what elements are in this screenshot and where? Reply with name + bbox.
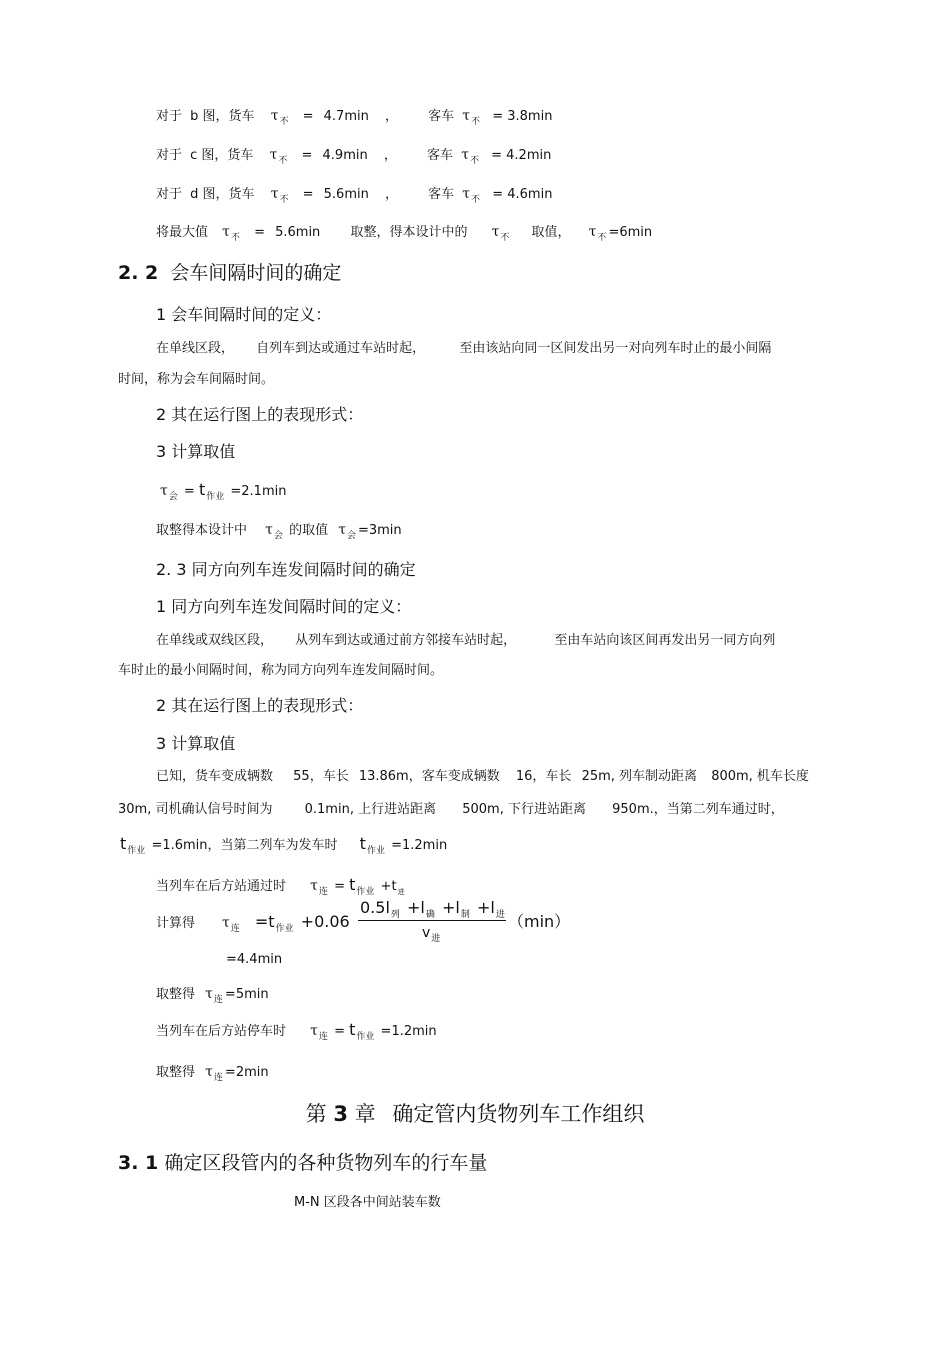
subscript: 不 [597, 233, 607, 243]
subheading-definition-2-3: 1 同方向列车连发间隔时间的定义： [156, 597, 412, 616]
equals: = [302, 187, 314, 202]
definition-line-1 [156, 341, 771, 357]
subscript: 不 [230, 233, 240, 243]
row-fig: d 图，货车 [190, 187, 255, 202]
t-symbol: t [391, 879, 397, 894]
plus: + [380, 879, 392, 894]
chapter-title: 确定管内货物列车工作组织 [392, 1102, 645, 1126]
max-value-line [156, 224, 652, 242]
equals: = [254, 225, 265, 240]
section-heading-2-2 [118, 262, 341, 284]
subscript: 进 [397, 888, 405, 896]
chapter-heading [0, 1102, 950, 1126]
text-span: =1.6min，当第二列车为发车时 [151, 838, 338, 853]
definition-line-2: 时间，称为会车间隔时间。 [118, 372, 275, 387]
tau-symbol: τ [338, 522, 346, 538]
t-symbol: t [359, 834, 366, 853]
max-text: 将最大值 [156, 225, 209, 240]
round-line-1 [156, 986, 269, 1004]
text-span: 当列车在后方站停车时 [156, 1024, 287, 1039]
formula-lhs [222, 912, 350, 935]
t-symbol: t [120, 834, 127, 853]
text-span: 取整得 [156, 987, 196, 1002]
text-span: 在单线或双线区段， [156, 633, 274, 648]
subscript: 作业 [127, 846, 146, 856]
comma: ， [384, 109, 398, 124]
subscript: 不 [500, 233, 510, 243]
subscript: 会 [346, 531, 356, 541]
section-title: 确定区段管内的各种货物列车的行车量 [164, 1152, 488, 1174]
t-symbol: t [268, 912, 275, 931]
subscript: 不 [469, 156, 479, 166]
text-span: 的取值 [289, 523, 329, 538]
equals: = [302, 109, 314, 124]
equals: = [183, 484, 195, 499]
subscript: 不 [279, 195, 289, 205]
hui-round-line [156, 522, 402, 540]
given-line-2 [118, 802, 784, 818]
tau-row-d [156, 186, 552, 204]
equals: = [301, 148, 313, 163]
equals: = [492, 109, 504, 124]
calc-result: =4.4min [226, 952, 283, 967]
section-heading-3-1 [118, 1152, 487, 1174]
row-prefix: 对于 [156, 187, 183, 202]
subheading-calc-2-3: 3 计算取值 [156, 734, 236, 753]
round-line-2 [156, 1064, 269, 1082]
text-span: 至由该站向同一区间发出另一对向列车时止的最小间隔 [459, 341, 772, 356]
subscript: 不 [471, 117, 481, 127]
freight-value: 4.7min [323, 109, 369, 124]
l-symbol: l [420, 898, 425, 917]
section-title: 会车间隔时间的确定 [170, 262, 342, 284]
plus: + [441, 898, 456, 917]
plus: + [476, 898, 491, 917]
text-span: 55，车长 [293, 769, 349, 784]
passenger-label: 客车 [428, 187, 455, 202]
l-symbol: l [455, 898, 460, 917]
subheading-representation-2-3: 2 其在运行图上的表现形式： [156, 696, 364, 715]
subscript: 不 [279, 117, 289, 127]
tau-symbol: τ [222, 915, 230, 931]
hui-round-value: =3min [357, 523, 402, 538]
text-span: 500m, 下行进站距离 [462, 802, 586, 817]
round-value: =2min [224, 1065, 269, 1080]
tau-symbol: τ [270, 108, 279, 124]
equals: = [492, 187, 504, 202]
tau-symbol: τ [462, 108, 471, 124]
freight-value: 5.6min [323, 187, 369, 202]
stop-value: =1.2min [380, 1024, 437, 1039]
subscript: 连 [318, 1032, 328, 1042]
chapter-number: 3 [333, 1102, 348, 1126]
l-symbol: l [490, 898, 495, 917]
given-line-3 [120, 836, 447, 855]
tau-symbol: τ [588, 224, 597, 240]
subscript: 制 [460, 910, 470, 920]
subscript: 会 [168, 492, 178, 502]
text-span: 当列车在后方站通过时 [156, 879, 287, 894]
tau-symbol: τ [461, 147, 469, 163]
text-span: 16，车长 [515, 769, 572, 784]
fraction-numerator [360, 898, 507, 920]
tau-symbol: τ [270, 186, 279, 202]
subscript: 连 [213, 1073, 223, 1083]
text-span: 取整得 [156, 1065, 196, 1080]
subscript: 确 [425, 910, 435, 920]
plus: + [300, 912, 315, 931]
subscript: 连 [213, 995, 223, 1005]
coefficient: 0.06 [314, 912, 350, 931]
subscript: 作业 [356, 1032, 375, 1042]
given-line-1 [156, 769, 809, 785]
l-symbol: l [385, 898, 390, 917]
fraction-denominator [422, 925, 442, 944]
subscript: 连 [318, 887, 328, 897]
max-value: 5.6min [275, 225, 321, 240]
subscript: 作业 [206, 492, 225, 502]
subscript: 进 [431, 934, 441, 944]
text-span: 在单线区段， [156, 341, 235, 356]
equals: = [334, 1024, 345, 1039]
text-span: 已知，货车变成辆数 [156, 769, 274, 784]
tau-symbol: τ [491, 224, 500, 240]
tau-symbol: τ [310, 878, 318, 894]
comma: ， [384, 187, 398, 202]
text-span: 从列车到达或通过前方邻接车站时起， [295, 633, 517, 648]
t-symbol: t [349, 875, 356, 894]
equals: = [491, 148, 502, 163]
tau-row-b [156, 108, 552, 126]
subscript: 进 [495, 910, 505, 920]
chapter-prefix: 第 [305, 1102, 327, 1126]
section-heading-2-3: 2. 3 同方向列车连发间隔时间的确定 [156, 560, 416, 579]
tau-symbol: τ [222, 224, 230, 240]
chapter-suffix: 章 [354, 1102, 376, 1126]
calc-label: 计算得 [156, 916, 196, 931]
passenger-label: 客车 [427, 148, 454, 163]
plus: + [407, 898, 421, 917]
section-number: 2. 2 [118, 262, 159, 284]
tau-symbol: τ [205, 986, 213, 1002]
definition-line-2-3-a [156, 633, 775, 649]
text-span: 自列车到达或通过车站时起， [256, 341, 426, 356]
numerator-coefficient: 0.5 [360, 898, 386, 917]
formula-unit: （min） [508, 912, 571, 931]
equals: = [254, 912, 269, 931]
subscript: 作业 [356, 887, 375, 897]
text-span: 25m, 列车制动距离 [581, 769, 698, 784]
stop-line [156, 1022, 437, 1041]
tau-symbol: τ [310, 1023, 318, 1039]
text-span: 950m.，当第二列车通过时， [612, 802, 784, 817]
t-symbol: t [198, 480, 206, 499]
pass-line [156, 877, 407, 896]
text-span: 800m, 机车长度 [711, 769, 809, 784]
tau-symbol: τ [205, 1064, 213, 1080]
comma: ， [383, 148, 397, 163]
subheading-representation: 2 其在运行图上的表现形式： [156, 405, 364, 424]
tau-row-c [156, 147, 551, 165]
subheading-calc: 3 计算取值 [156, 442, 236, 461]
final-value: =6min [608, 225, 653, 240]
row-fig: b 图，货车 [190, 109, 255, 124]
text-span: 取整得本设计中 [156, 523, 248, 538]
fraction [358, 898, 508, 948]
passenger-value: 4.6min [507, 187, 553, 202]
t-symbol: t [349, 1020, 356, 1039]
row-prefix: 对于 [156, 109, 183, 124]
text-span: 13.86m，客车变成辆数 [358, 769, 500, 784]
freight-value: 4.9min [322, 148, 368, 163]
tau-symbol: τ [160, 483, 168, 499]
subscript: 列 [390, 910, 400, 920]
row-prefix: 对于 [156, 148, 183, 163]
subscript: 会 [273, 531, 283, 541]
subscript: 作业 [366, 846, 385, 856]
tau-symbol: τ [462, 186, 471, 202]
subheading-definition: 1 会车间隔时间的定义： [156, 305, 332, 324]
tau-symbol: τ [265, 522, 273, 538]
hui-value: =2.1min [230, 484, 287, 499]
hui-equation [160, 482, 286, 501]
text-span: 至由车站向该区间再发出另一同方向列 [554, 633, 776, 648]
tau-symbol: τ [269, 147, 278, 163]
subscript: 不 [278, 156, 288, 166]
v-symbol: v [422, 925, 431, 941]
round-text: 取整，得本设计中的 [350, 225, 468, 240]
fraction-bar [358, 920, 506, 921]
passenger-label: 客车 [428, 109, 455, 124]
definition-line-2-3-b: 车时止的最小间隔时间，称为同方向列车连发间隔时间。 [118, 663, 444, 678]
equals: = [334, 879, 345, 894]
text-span: 30m, 司机确认信号时间为 [118, 802, 273, 817]
subscript: 连 [230, 924, 240, 934]
row-fig: c 图，货车 [190, 148, 254, 163]
text-span: 0.1min, 上行进站距离 [304, 802, 437, 817]
passenger-value: 4.2min [506, 148, 552, 163]
passenger-value: 3.8min [507, 109, 553, 124]
text-span: =1.2min [391, 838, 448, 853]
subscript: 不 [471, 195, 481, 205]
take-value-text: 取值， [531, 225, 571, 240]
subscript: 作业 [275, 924, 294, 934]
section-number: 3. 1 [118, 1152, 159, 1174]
table-caption: M-N 区段各中间站装车数 [294, 1195, 441, 1210]
round-value: =5min [224, 987, 269, 1002]
